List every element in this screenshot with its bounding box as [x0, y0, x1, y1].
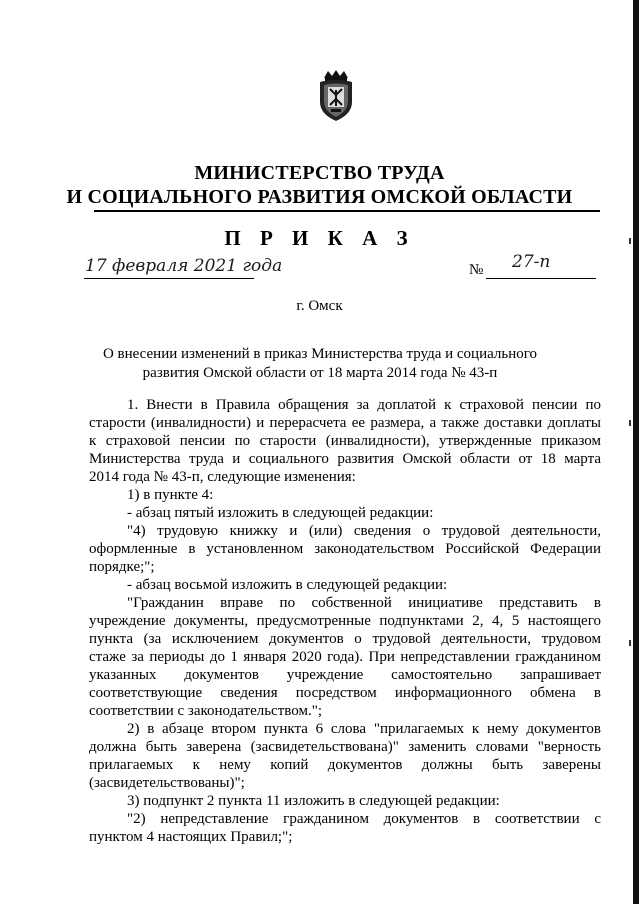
city: г. Омск — [296, 298, 343, 314]
header-rule — [94, 210, 600, 212]
body-line: "Гражданин вправе по собственной инициативе представить в — [127, 595, 601, 611]
body-line: 2014 года № 43-п, следующие изменения: — [89, 469, 356, 485]
body-line: - абзац восьмой изложить в следующей редакции: — [127, 577, 448, 593]
order-number-label: № — [469, 262, 484, 278]
subject-line: О внесении изменений в приказ Министерства труда и социального — [102, 346, 538, 362]
body-line: прилагаемых к нему копий документов должны быть заверены — [89, 757, 601, 773]
body-line: "4) трудовую книжку и (или) сведения о трудовой деятельности, — [127, 523, 601, 539]
order-body — [89, 396, 601, 846]
body-line: порядке;"; — [89, 559, 155, 575]
body-line: 1. Внести в Правила обращения за доплатой к страховой пенсии по — [127, 397, 601, 413]
order-title: П Р И К А З — [224, 226, 415, 250]
body-line: - абзац пятый изложить в следующей редакции: — [127, 505, 434, 521]
body-line: пунктом 4 настоящих Правил;"; — [89, 829, 293, 845]
date-underline — [84, 278, 254, 279]
number-underline — [486, 278, 596, 279]
body-line: учреждение документы, предусмотренные подпунктами 2, 4, 5 настоящего — [89, 613, 601, 629]
order-subject — [90, 345, 550, 383]
scan-edge-mark — [629, 420, 631, 426]
body-line: оформленные в установленном законодательством Российской Федерации — [89, 541, 601, 557]
body-line: 3) подпункт 2 пункта 11 изложить в следующей редакции: — [127, 793, 500, 809]
body-line: должна быть заверена (засвидетельствована)" заменить словами "верность — [89, 739, 601, 755]
body-line: "2) непредставление гражданином документов в соответствии с — [127, 811, 601, 827]
coat-of-arms-emblem — [316, 68, 356, 124]
scan-edge — [633, 0, 639, 904]
body-line: стаже за периоды до 1 января 2020 года). При непредставлении гражданином — [89, 649, 601, 665]
scan-edge-mark — [629, 640, 631, 646]
order-number: 27-п — [512, 252, 551, 272]
subject-line: развития Омской области от 18 марта 2014 года № 43-п — [142, 365, 498, 381]
body-line: указанных документов учреждение самостоятельно запрашивает — [89, 667, 601, 683]
ministry-name-line1: МИНИСТЕРСТВО ТРУДА — [194, 162, 445, 184]
body-line: 2) в абзаце втором пункта 6 слова "прилагаемых к нему документов — [127, 721, 601, 737]
body-line: 1) в пункте 4: — [127, 487, 214, 503]
body-line: старости (инвалидности) и перерасчета ее размера, а также доставки доплаты — [89, 415, 601, 431]
body-line: пункта (за исключением документов о трудовой деятельности, трудовом — [89, 631, 601, 647]
ministry-name-line2: И СОЦИАЛЬНОГО РАЗВИТИЯ ОМСКОЙ ОБЛАСТИ — [66, 186, 573, 208]
body-line: соответствующие сведения посредством информационного обмена в — [89, 685, 601, 701]
order-date: 17 февраля 2021 года — [85, 256, 283, 276]
body-line: (засвидетельствованы)"; — [89, 775, 245, 791]
body-line: соответствии с законодательством."; — [89, 703, 322, 719]
body-line: к страховой пенсии по старости (инвалидности), утвержденные приказом — [89, 433, 601, 449]
body-line: Министерства труда и социального развития Омской области от 18 марта — [89, 451, 601, 467]
